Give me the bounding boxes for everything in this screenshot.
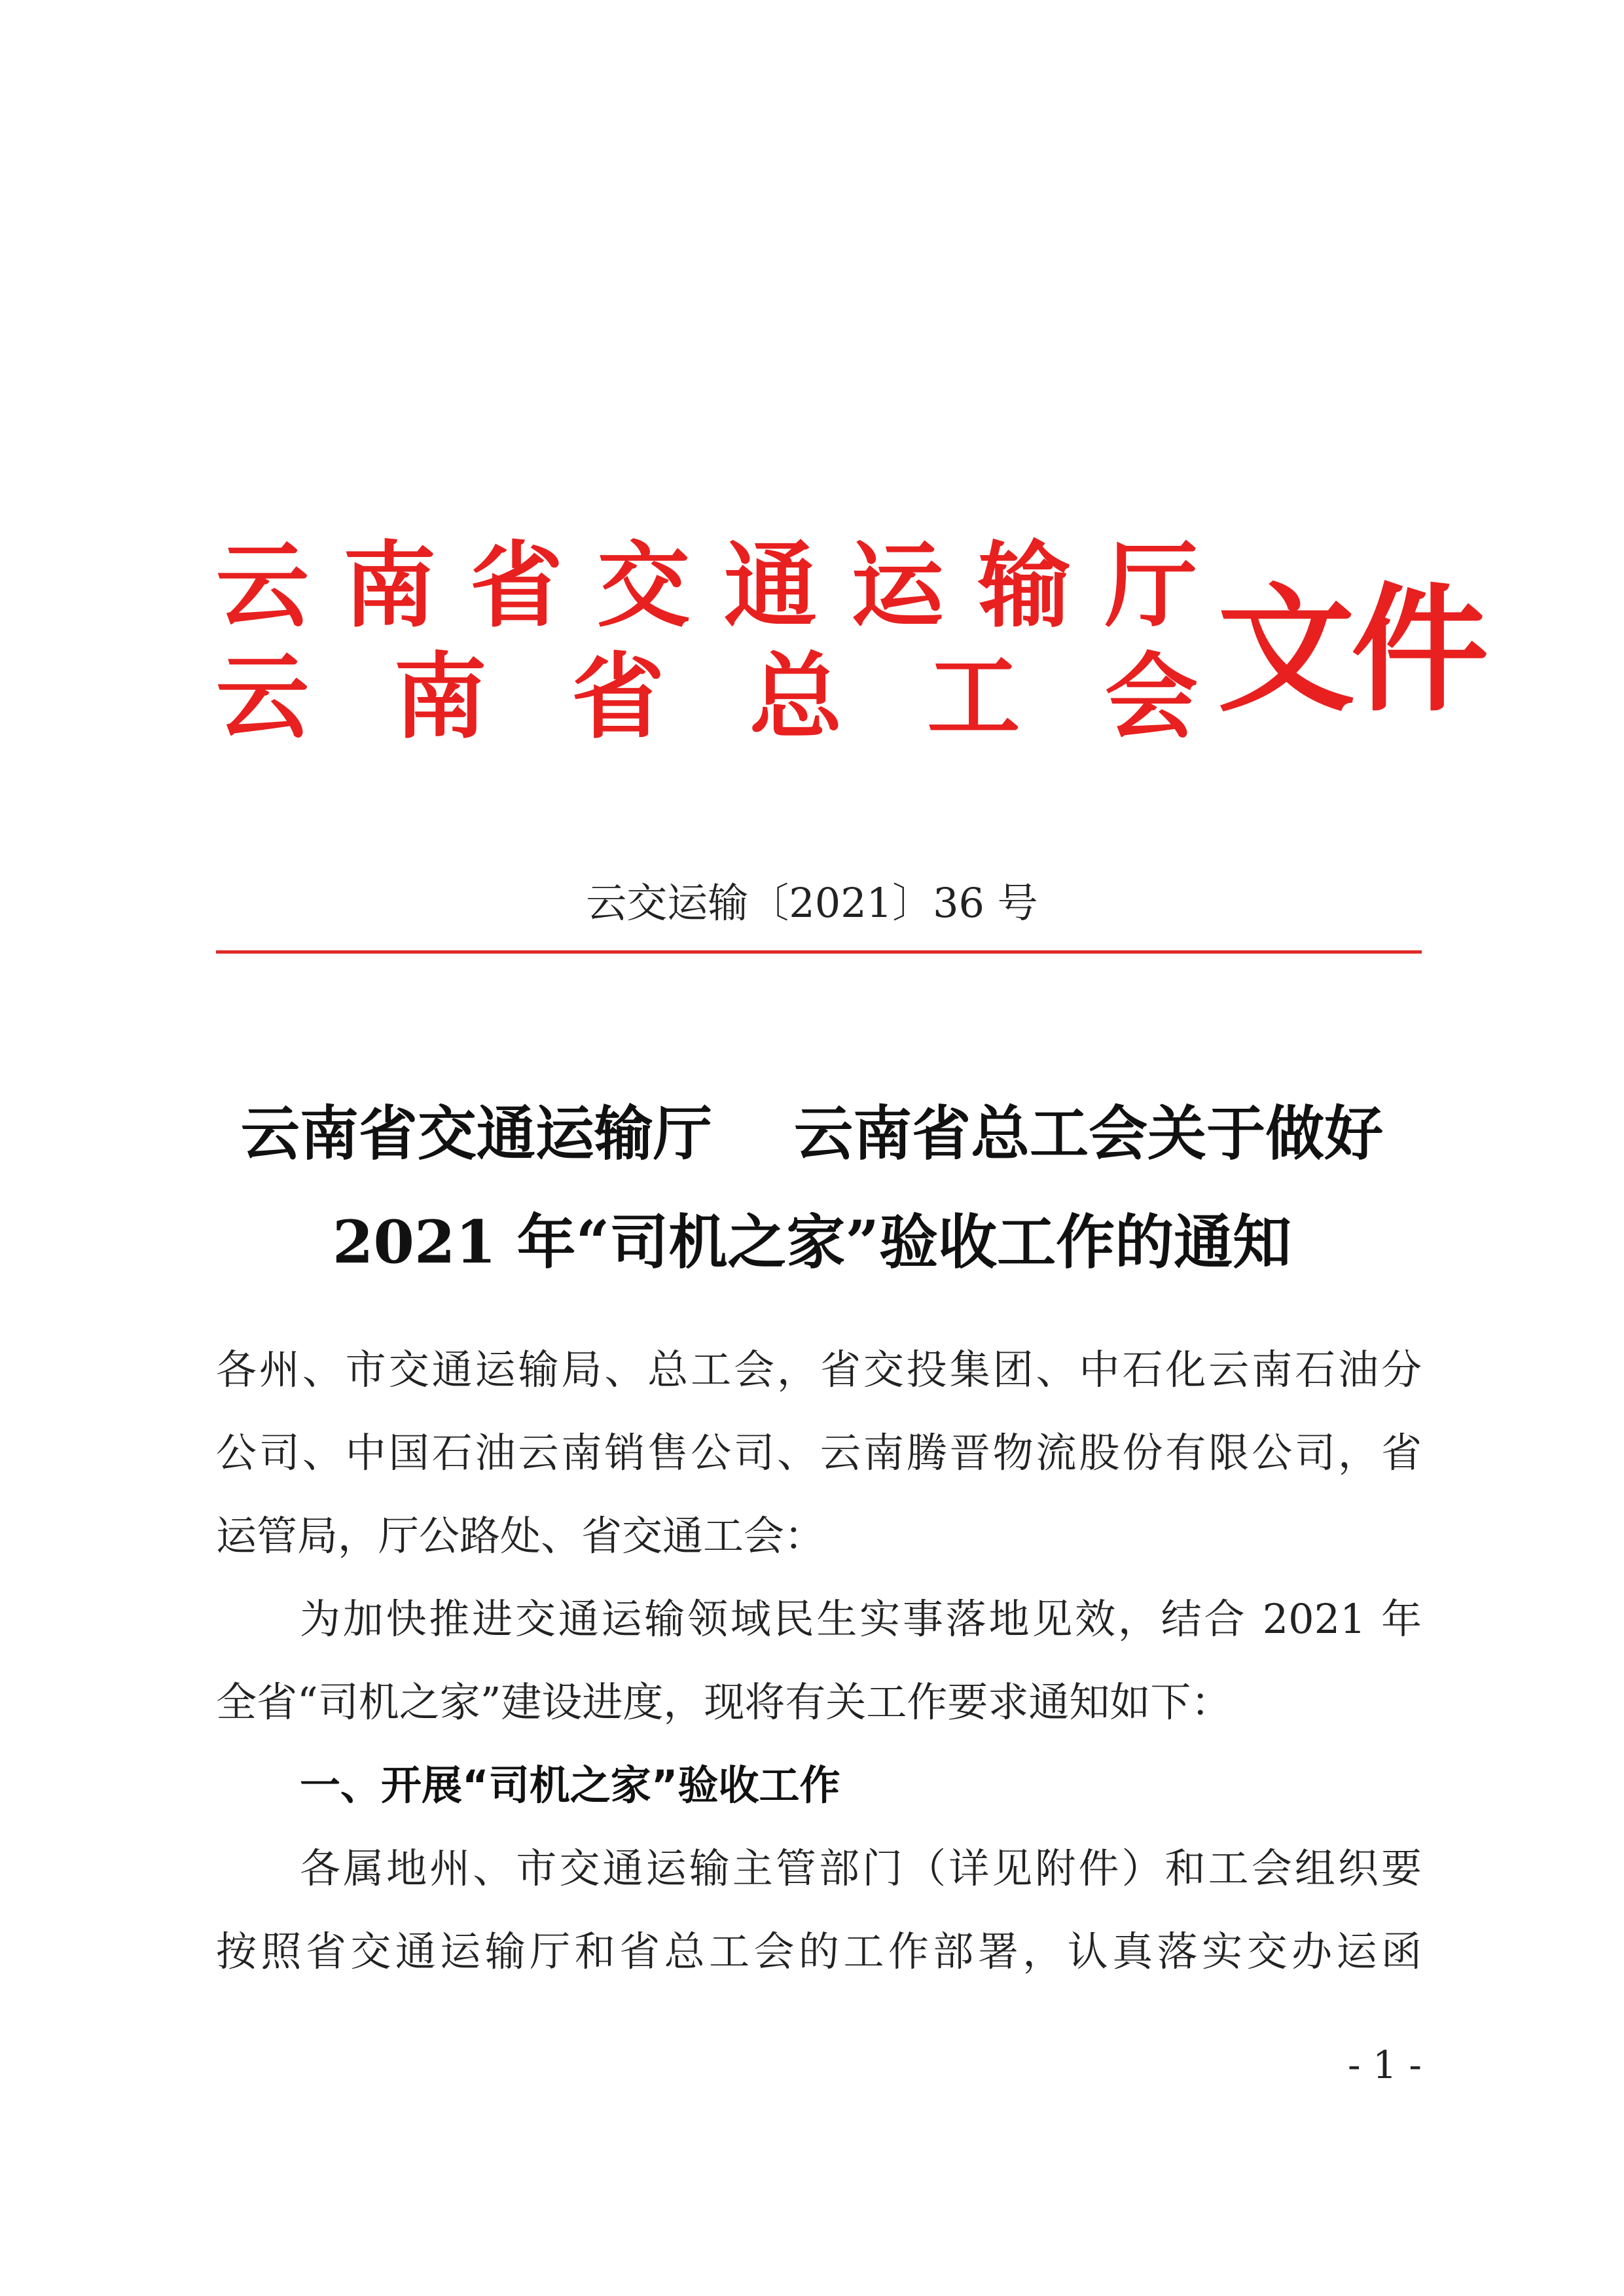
letterhead-suffix: 文件 (1218, 569, 1485, 730)
letterhead-line-1 (216, 533, 1198, 638)
document-title-line-2: 2021 年“司机之家”验收工作的通知 (332, 1208, 1292, 1277)
letterhead-char: 总 (749, 643, 842, 751)
letterhead-char: 省 (571, 643, 665, 751)
letterhead-char: 通 (724, 531, 817, 640)
letterhead-char: 厅 (1105, 531, 1198, 640)
addressee-line: 运管局，厅公路处、省交通工会： (216, 1512, 825, 1560)
letterhead-char: 运 (851, 531, 944, 640)
letterhead-char: 交 (597, 531, 690, 640)
document-number: 云交运输〔2021〕36 号 (586, 879, 1038, 927)
letterhead-char: 省 (470, 531, 563, 640)
paragraph-line: 各属地州、市交通运输主管部门（详见附件）和工会组织要 (300, 1844, 1422, 1892)
letterhead-line-2 (216, 645, 1198, 749)
document-title-line-1: 云南省交通运输厅 云南省总工会关于做好 (240, 1099, 1384, 1168)
letterhead-char: 云 (216, 643, 309, 751)
letterhead-char: 南 (343, 531, 436, 640)
paragraph-line: 为加快推进交通运输领域民生实事落地见效，结合 2021 年 (300, 1595, 1422, 1643)
paragraph-line: 全省“司机之家”建设进度，现将有关工作要求通知如下： (216, 1678, 1232, 1726)
letterhead-char: 工 (927, 643, 1020, 751)
page-number: - 1 - (1348, 2043, 1422, 2087)
paragraph-line: 按照省交通运输厅和省总工会的工作部署，认真落实交办运函 (216, 1928, 1422, 1975)
addressee-line: 公司、中国石油云南销售公司、云南腾晋物流股份有限公司，省 (216, 1429, 1422, 1477)
letterhead-char: 云 (216, 531, 309, 640)
letterhead-char: 会 (1104, 643, 1198, 751)
letterhead-char: 输 (978, 531, 1071, 640)
addressee-line: 各州、市交通运输局、总工会，省交投集团、中石化云南石油分 (216, 1346, 1422, 1393)
letterhead-char: 南 (393, 643, 487, 751)
red-divider (216, 950, 1422, 954)
section-heading: 一、开展“司机之家”验收工作 (300, 1761, 840, 1809)
